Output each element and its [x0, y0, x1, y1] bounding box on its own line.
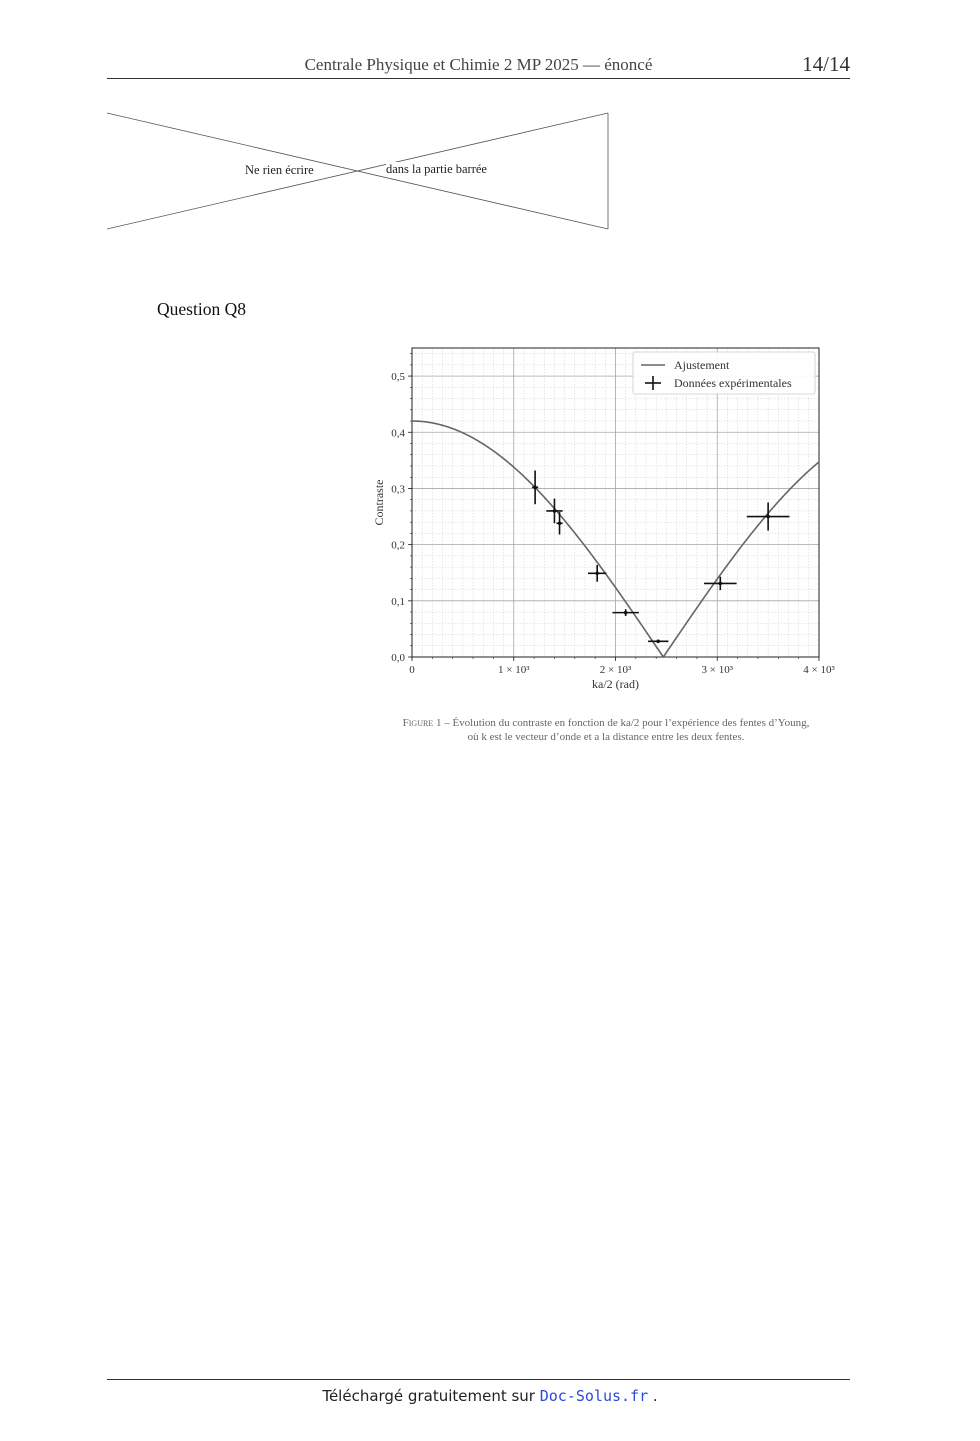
x-tick-label: 4 × 10³	[803, 664, 835, 676]
page-footer	[0, 1387, 980, 1405]
data-marker	[595, 571, 599, 575]
caption-line-2: où k est le vecteur d’onde et a la distance entre les deux fentes.	[467, 731, 745, 743]
question-label: Question Q8	[157, 299, 246, 319]
figure-label: Figure 1	[402, 717, 442, 729]
barred-zone	[106, 112, 609, 230]
footer-link[interactable]: Doc-Solus.fr	[539, 1387, 649, 1405]
header-title: Centrale Physique et Chimie 2 MP 2025 — énoncé	[304, 55, 653, 74]
barred-zone-lines	[106, 112, 609, 230]
data-marker	[624, 611, 628, 615]
data-marker	[656, 639, 660, 643]
y-axis-label: Contraste	[372, 479, 386, 526]
footer-rule	[107, 1379, 850, 1380]
y-tick-label: 0,1	[391, 595, 405, 608]
x-tick-label: 3 × 10³	[701, 664, 734, 676]
legend-fit-label: Ajustement	[674, 358, 730, 372]
data-marker	[558, 521, 562, 525]
barred-text-left: Ne rien écrire	[245, 163, 314, 177]
footer-suffix: .	[648, 1387, 658, 1405]
x-tick-label: 2 × 10³	[599, 664, 632, 676]
figure-caption	[360, 716, 852, 744]
y-tick-label: 0,2	[391, 539, 405, 552]
data-marker	[719, 582, 723, 586]
y-tick-label: 0,0	[391, 652, 405, 664]
footer-prefix: Téléchargé gratuitement sur	[322, 1387, 540, 1405]
x-tick-label: 0	[409, 664, 415, 676]
legend-data-label: Données expérimentales	[674, 376, 792, 390]
y-tick-label: 0,5	[391, 371, 405, 384]
data-marker	[533, 486, 537, 490]
x-axis-label: ka/2 (rad)	[592, 677, 639, 691]
page-header	[107, 52, 850, 79]
y-tick-label: 0,4	[391, 427, 405, 440]
caption-line-1: – Évolution du contraste en fonction de ka/2 pour l’expérience des fentes d’Young,	[441, 717, 810, 729]
page-number: 14/14	[802, 52, 850, 76]
data-marker	[553, 509, 557, 513]
data-marker	[766, 515, 770, 519]
legend	[633, 352, 815, 394]
y-tick-label: 0,3	[391, 483, 405, 496]
contrast-chart	[360, 340, 850, 695]
barred-text-right: dans la partie barrée	[386, 162, 487, 176]
x-tick-label: 1 × 10³	[497, 664, 530, 676]
